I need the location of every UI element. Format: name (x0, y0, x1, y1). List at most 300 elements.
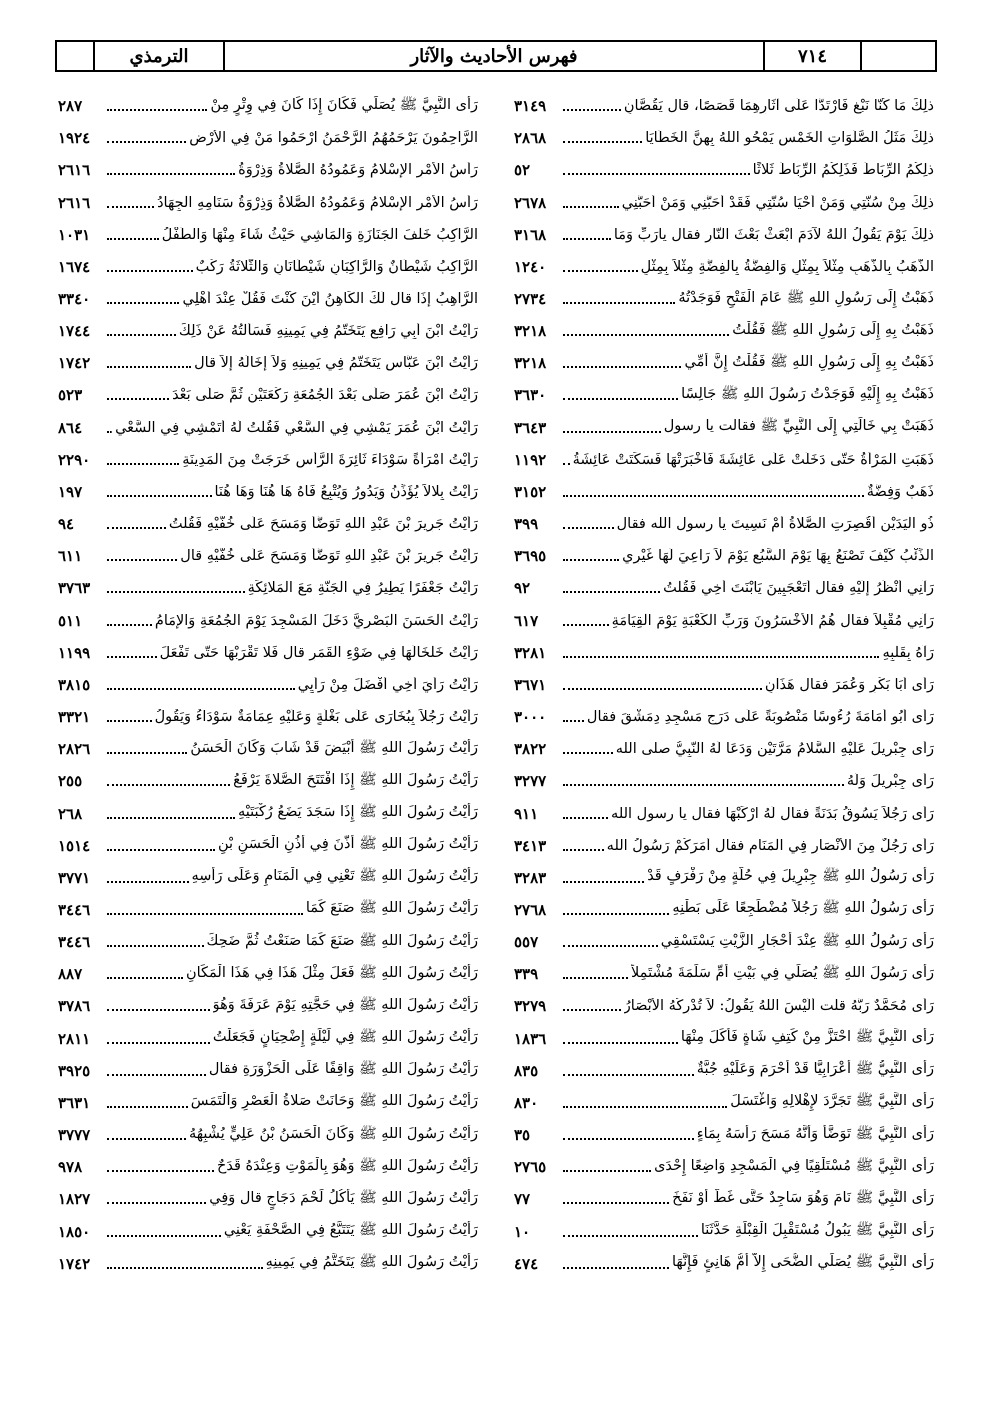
dot-leader (107, 495, 212, 497)
index-entry (58, 251, 478, 283)
hadith-number: ٣٢٨٣ (514, 868, 547, 887)
index-entry (58, 701, 478, 733)
index-entry (58, 1215, 478, 1247)
hadith-number: ١٧٤٤ (58, 322, 91, 341)
index-entry (514, 797, 934, 829)
hadith-text: رَأَيْتُ رَسُولَ اللهِ ﷺ إِذَا سَجَدَ يَضَعُ رُكْبَتَيْهِ (237, 804, 478, 821)
index-entry (514, 219, 934, 251)
index-entry (58, 605, 478, 637)
index-entry (514, 669, 934, 701)
hadith-text: رَأَيْتُ رَسُولَ اللهِ ﷺ يَأْكُلُ لَحْمَ دَجَاجٍ قال وَفِي (209, 1189, 478, 1206)
index-entry (514, 1087, 934, 1119)
index-entry (58, 765, 478, 797)
index-entry (58, 219, 478, 251)
index-entry (58, 572, 478, 604)
hadith-text: الرَّاكِبُ خَلْفَ الْجَنَازَةِ وَالْمَاشِي حَيْثُ شَاءَ مِنْهَا وَالطِّفْلُ (161, 226, 478, 243)
dot-leader (107, 945, 204, 947)
dot-leader (563, 1042, 678, 1044)
hadith-text: رَأَيْتُ رَسُولَ اللهِ ﷺ فِي حَجَّتِهِ يَوْمَ عَرَفَةَ وَهُوَ (212, 996, 478, 1013)
index-entry (514, 476, 934, 508)
hadith-number: ٣٢٧٧ (514, 772, 547, 791)
index-entry (58, 508, 478, 540)
hadith-number: ١٠٣١ (58, 225, 91, 244)
dot-leader (107, 334, 176, 336)
hadith-text: الرَّاحِمُونَ يَرْحَمُهُمُ الرَّحْمَنُ ارْحَمُوا مَنْ فِي الأَرْضِ (189, 130, 478, 147)
hadith-number: ١٧٤٢ (58, 1254, 91, 1273)
hadith-text: رَأَى رَسُولُ اللهِ ﷺ عِنْدَ أَحْجَارِ الزَّيْتِ يَسْتَسْقِي (660, 932, 934, 949)
hadith-text: رَأَيْتُ رَسُولَ اللهِ ﷺ فَعَلَ مِثْلَ هَذَا فِي هَذَا الْمَكَانِ (185, 964, 478, 981)
hadith-text: رَأَيْتُ ابْنَ عُمَرَ يَمْشِي فِي السَّعْيِ فَقُلْتُ لَهُ أَتَمْشِي فِي السَّعْيِ (115, 419, 478, 436)
hadith-number: ٩٢ (514, 579, 531, 598)
dot-leader (563, 141, 642, 143)
dot-leader (563, 173, 750, 175)
hadith-text: رَأَى النَّبِيَّ ﷺ نَامَ وَهُوَ سَاجِدٌ حَتَّى غَطَّ أَوْ نَفَخَ (672, 1189, 934, 1206)
hadith-number: ٣٩٩ (514, 515, 539, 534)
index-entry (514, 637, 934, 669)
hadith-number: ٣٥ (514, 1126, 531, 1145)
hadith-number: ٢٧٦٨ (514, 900, 547, 919)
hadith-text: رَأَى النَّبِيَّ ﷺ تَجَرَّدَ لإِهْلالِهِ وَاغْتَسَلَ (730, 1093, 934, 1110)
dot-leader (563, 945, 658, 947)
hadith-number: ١٠ (514, 1222, 531, 1241)
index-entry (58, 1183, 478, 1215)
hadith-text: رَأَى رَسُولُ اللهِ ﷺ رَجُلاً مُضْطَجِعًا عَلَى بَطْنِهِ (672, 900, 934, 917)
dot-leader (107, 431, 112, 433)
index-entry (514, 862, 934, 894)
index-entry (514, 1183, 934, 1215)
hadith-number: ٩١١ (514, 804, 539, 823)
dot-leader (563, 624, 609, 626)
dot-leader (107, 1170, 214, 1172)
hadith-number: ٨٨٧ (58, 965, 83, 984)
dot-leader (107, 206, 154, 208)
hadith-text: الذِّئْبُ كَيْفَ تَصْنَعُ بِهَا يَوْمَ السَّبُعِ يَوْمَ لاَ رَاعِيَ لَهَا غَيْرِي (622, 548, 934, 565)
hadith-text: رَأَيْتُ رَسُولَ اللهِ ﷺ أَذَّنَ فِي أُذُنِ الْحَسَنِ بْنِ (217, 836, 478, 853)
hadith-text: رَأَيْتُ خَلْخَالَهَا فِي ضَوْءِ الْقَمَرِ قال فَلا تَقْرَبْهَا حَتَّى تَفْعَلَ (159, 644, 478, 661)
dot-leader (107, 720, 152, 722)
header-blank-left (57, 42, 95, 70)
hadith-text: ذَهَبْتُ بِهِ إِلَى رَسُولِ اللهِ ﷺ فَقُلْتُ (732, 321, 934, 338)
hadith-text: رَأَيْتُ رَسُولَ اللهِ ﷺ وَحَانَتْ صَلاةُ الْعَصْرِ وَالْتَمَسَ (190, 1093, 478, 1110)
hadith-text: رَأَيْتُ ابْنَ عُمَرَ صَلَّى بَعْدَ الْجُمُعَةِ رَكْعَتَيْنِ ثُمَّ صَلَّى بَعْدَ (172, 387, 478, 404)
hadith-text: رَأَيْتُ رَسُولَ اللهِ ﷺ وَاقِفًا عَلَى الْحَزْوَرَةِ فقال (208, 1061, 478, 1078)
dot-leader (563, 1235, 698, 1237)
dot-leader (107, 141, 186, 143)
hadith-text: رَأَيْتُ رَسُولَ اللهِ ﷺ يَتَتَبَّعُ فِي الصَّحْفَةِ يَعْنِي (223, 1222, 478, 1239)
dot-leader (107, 559, 177, 561)
index-entry (58, 1119, 478, 1151)
dot-leader (107, 1009, 210, 1011)
dot-leader (107, 881, 189, 883)
dot-leader (107, 784, 230, 786)
index-entry (514, 379, 934, 411)
hadith-number: ٥٢٣ (58, 386, 83, 405)
hadith-text: رَأَى جِبْرِيلَ وَلَهُ (846, 773, 934, 790)
index-entry (514, 444, 934, 476)
hadith-text: رَأَيْتُ رَسُولَ اللهِ ﷺ تَعْنِي فِي الْمَنَامِ وَعَلَى رَأْسِهِ (191, 868, 478, 885)
index-entry (58, 1151, 478, 1183)
hadith-text: رَأَى مُحَمَّدٌ رَبَّهُ قلت أَلَيْسَ اللهُ يَقُولُ: لاَ تُدْرِكُهُ الأَبْصَارُ (623, 998, 934, 1015)
hadith-number: ٩٧٨ (58, 1158, 83, 1177)
dot-leader (563, 559, 619, 561)
dot-leader (107, 270, 193, 272)
hadith-number: ١٢٤٠ (514, 257, 547, 276)
hadith-text: ذَهَبَتْ بِي خَالَتِي إِلَى النَّبِيِّ ﷺ فقالت يا رسول (663, 418, 934, 435)
index-entry (58, 862, 478, 894)
dot-leader (563, 1009, 621, 1011)
dot-leader (107, 817, 235, 819)
dot-leader (107, 302, 179, 304)
hadith-number: ٣٨٢٢ (514, 740, 547, 759)
hadith-text: رَأَى جِبْرِيلَ عَلَيْهِ السَّلامُ مَرَّتَيْنِ وَدَعَا لَهُ النَّبِيُّ صلى الله (615, 741, 934, 758)
dot-leader (563, 334, 729, 336)
hadith-number: ٢٢٩٠ (58, 450, 91, 469)
dot-leader (107, 1042, 210, 1044)
dot-leader (563, 1074, 694, 1076)
right-column (514, 90, 934, 1280)
index-entry (58, 283, 478, 315)
hadith-number: ٣٣٩ (514, 965, 539, 984)
hadith-number: ٣١٤٩ (514, 97, 547, 116)
hadith-number: ٣٦٧١ (514, 675, 547, 694)
hadith-number: ٣١٥٢ (514, 482, 547, 501)
hadith-number: ٨٣٠ (514, 1093, 539, 1112)
index-entry (514, 412, 934, 444)
hadith-number: ٨٣٥ (514, 1061, 539, 1080)
dot-leader (107, 527, 166, 529)
dot-leader (107, 591, 245, 593)
hadith-text: رَأَيْتُ رَأْيَ أَخِي أَفْضَلَ مِنْ رَأْيِي (297, 676, 478, 693)
hadith-text: رَأَيْتُ جَرِيرَ بْنَ عَبْدِ اللهِ تَوَضَّأَ وَمَسَحَ عَلَى خُفَّيْهِ قال (180, 548, 478, 565)
index-entry (514, 347, 934, 379)
dot-leader (107, 463, 179, 465)
index-entry (58, 347, 478, 379)
index-entry (58, 894, 478, 926)
index-entry (58, 444, 478, 476)
dot-leader (107, 977, 183, 979)
hadith-number: ١٨٥٠ (58, 1222, 91, 1241)
index-entry (514, 733, 934, 765)
hadith-text: ذلِكَ مَا كُنَّا نَبْغ فَارْتَدَّا عَلَى آثَارِهِمَا قَصَصًا، قال يَقُصَّانِ (623, 98, 934, 115)
hadith-number: ٢٥٥ (58, 772, 83, 791)
dot-leader (563, 495, 864, 497)
dot-leader (563, 656, 879, 658)
hadith-text: رَأَى رَجُلاً يَسُوقُ بَدَنَةً فقال لَهُ ارْكَبْهَا فقال يا رسول الله (611, 805, 934, 822)
hadith-number: ١١٩٢ (514, 450, 547, 469)
dot-leader (563, 913, 669, 915)
index-entry (514, 605, 934, 637)
hadith-text: ذلِكَ مِنْ سُنَّتِي وَمَنْ أَحْيَا سُنَّتِي فَقَدْ أَحَبَّنِي وَمَنْ أَحَبَّنِي (621, 194, 934, 211)
hadith-number: ٣٧٨٦ (58, 997, 91, 1016)
dot-leader (107, 849, 215, 851)
index-entry (514, 1248, 934, 1280)
hadith-number: ١٩٢٤ (58, 129, 91, 148)
index-entry (514, 508, 934, 540)
hadith-text: رَأَيْتُ رَجُلاً بِبُخَارَى عَلَى بَغْلَةٍ وَعَلَيْهِ عِمَامَةٌ سَوْدَاءُ وَيَقُولُ (154, 709, 478, 726)
hadith-text: الرَّاكِبُ شَيْطَانٌ وَالرَّاكِبَانِ شَيْطَانَانِ وَالثَّلاثَةُ رَكْبٌ (195, 258, 478, 275)
index-entry (58, 733, 478, 765)
index-entry (514, 315, 934, 347)
hadith-text: ذَهَبْتُ بِهِ إِلَى رَسُولِ اللهِ ﷺ فَقُلْتُ إِنَّ أُمِّي (684, 353, 934, 370)
dot-leader (563, 1202, 669, 1204)
dot-leader (563, 463, 570, 465)
hadith-text: الرَّاهِبُ إِذَا قال لَكَ الْكَاهِنُ أَيْنَ كُنْتَ فَقُلْ عِنْدَ أَهْلِي (182, 291, 478, 308)
dot-leader (563, 688, 762, 690)
hadith-text: ذلِكَ يَوْمَ يَقُولُ اللهُ لآدَمَ ابْعَثْ بَعْثَ النَّارِ فقال يارَبِّ وَمَا (613, 226, 934, 243)
hadith-number: ٣٦٩٥ (514, 547, 547, 566)
hadith-number: ٣٢٨١ (514, 643, 547, 662)
hadith-number: ٢٨٧ (58, 97, 83, 116)
dot-leader (563, 1267, 669, 1269)
dot-leader (563, 817, 608, 819)
dot-leader (563, 1106, 727, 1108)
dot-leader (107, 173, 235, 175)
hadith-number: ٣٨١٥ (58, 675, 91, 694)
hadith-number: ٥٢ (514, 161, 531, 180)
hadith-number: ٣٠٠٠ (514, 708, 547, 727)
index-entry (58, 1023, 478, 1055)
header-book-name: الترمذي (95, 42, 225, 70)
hadith-text: رَأَى رَجُلٌ مِنَ الأَنْصَارِ فِي الْمَنَامِ فقال أَمَرَكُمْ رَسُولُ الله (606, 837, 934, 854)
index-entry (58, 637, 478, 669)
index-entry (58, 669, 478, 701)
dot-leader (563, 527, 614, 529)
hadith-number: ٢٨١١ (58, 1029, 91, 1048)
dot-leader (107, 752, 187, 754)
index-entry (58, 154, 478, 186)
hadith-text: رَأَى النَّبِيَّ ﷺ يُصَلِّي فَكَانَ إِذَا كَانَ فِي وِتْرٍ مِنْ (210, 96, 478, 113)
hadith-number: ٦١٧ (514, 611, 539, 630)
hadith-number: ٣٦٣٠ (514, 386, 547, 405)
hadith-number: ٣٤٤٦ (58, 933, 91, 952)
hadith-text: ذلِكَ مَثَلُ الصَّلَوَاتِ الْخَمْسِ يَمْحُو اللهُ بِهِنَّ الْخَطَايَا (645, 130, 934, 147)
hadith-text: ذَهَبْتُ إِلَى رَسُولِ اللهِ ﷺ عَامَ الْفَتْحِ فَوَجَدْتُهُ (678, 289, 934, 306)
hadith-number: ٢٦٨ (58, 804, 83, 823)
dot-leader (107, 1235, 221, 1237)
index-entry (514, 1215, 934, 1247)
hadith-number: ٢٦٧٨ (514, 193, 547, 212)
index-entry (58, 797, 478, 829)
index-entry (58, 379, 478, 411)
hadith-text: رَآنِي مُقْبِلاً فقال هُمُ الأَخْسَرُونَ وَرَبِّ الْكَعْبَةِ يَوْمَ الْقِيَامَةِ (611, 612, 934, 629)
dot-leader (563, 270, 638, 272)
index-entry (58, 540, 478, 572)
hadith-text: رَأَيْتُ رَسُولَ اللهِ ﷺ أَبْيَضَ قَدْ شَابَ وَكَانَ الْحَسَنُ (190, 739, 478, 756)
dot-leader (563, 720, 584, 722)
hadith-number: ٣٩٢٥ (58, 1061, 91, 1080)
hadith-text: ذُو الْيَدَيْنِ أَقُصِرَتِ الصَّلاةُ أَمْ نَسِيتَ يا رسول الله فقال (616, 516, 934, 533)
dot-leader (107, 238, 159, 240)
hadith-text: رَأَيْتُ رَسُولَ اللهِ ﷺ وَهُوَ بِالْمَوْتِ وَعِنْدَهُ قَدَحٌ (217, 1157, 478, 1174)
hadith-text: رَأَيْتُ رَسُولَ اللهِ ﷺ إِذَا افْتَتَحَ الصَّلاةَ يَرْفَعُ (233, 771, 478, 788)
hadith-number: ٦١١ (58, 547, 83, 566)
dot-leader (107, 1267, 263, 1269)
dot-leader (563, 784, 844, 786)
hadith-text: رَأَيْتُ جَعْفَرًا يَطِيرُ فِي الْجَنَّةِ مَعَ الْمَلائِكَةِ (247, 580, 478, 597)
index-entry (514, 122, 934, 154)
index-entry (514, 1151, 934, 1183)
hadith-number: ١٨٣٦ (514, 1029, 547, 1048)
hadith-text: رَأَيْتُ امْرَأَةً سَوْدَاءَ ثَائِرَةَ الرَّأْسِ خَرَجَتْ مِنَ الْمَدِينَةِ (182, 451, 478, 468)
hadith-text: رَأْسُ الأَمْرِ الإِسْلامُ وَعَمُودُهُ الصَّلاةُ وَذِرْوَةُ (238, 162, 478, 179)
hadith-text: رَأَى النَّبِيَّ ﷺ يُصَلِّي الضُّحَى إِلاَّ أُمُّ هَانِئٍ فَإِنَّهَا (672, 1254, 934, 1271)
index-entry (514, 958, 934, 990)
hadith-text: رَآنِي أَنْظُرُ إِلَيْهِ فقال أَتَعْجَبِينَ يَابْنَتَ أَخِي فَقُلْتُ (663, 580, 934, 597)
hadith-number: ١٥١٤ (58, 836, 91, 855)
hadith-text: ذَهَبٌ وَفِضَّةٌ (866, 483, 934, 500)
index-entry (58, 315, 478, 347)
hadith-number: ٢٨٢٦ (58, 740, 91, 759)
hadith-text: ذَهَبَتِ الْمَرْأَةُ حَتَّى دَخَلَتْ عَلَى عَائِشَةَ فَأَخْبَرَتْهَا فَسَكَتَتْ عَائِشَةُ (572, 451, 934, 468)
dot-leader (107, 1138, 186, 1140)
dot-leader (563, 302, 675, 304)
hadith-number: ٣٧٦٣ (58, 579, 91, 598)
dot-leader (563, 238, 611, 240)
index-entry (514, 926, 934, 958)
index-entry (58, 122, 478, 154)
hadith-text: رَأَى رَسُولَ اللهِ ﷺ يُصَلِّي فِي بَيْتِ أُمِّ سَلَمَةَ مُشْتَمِلاً (631, 964, 934, 981)
index-entry (58, 830, 478, 862)
hadith-number: ٣٦٣١ (58, 1093, 91, 1112)
hadith-number: ٢٨٦٨ (514, 129, 547, 148)
hadith-text: رَأَيْتُ ابْنَ أَبِي رَافِعٍ يَتَخَتَّمُ فِي يَمِينِهِ فَسَأَلْتُهُ عَنْ ذَلِكَ (178, 323, 478, 340)
hadith-text: رَآهُ بِقَلْبِهِ (882, 644, 934, 661)
hadith-number: ٣٣٢١ (58, 708, 91, 727)
hadith-text: رَأَى النَّبِيُّ ﷺ أَعْرَابِيًّا قَدْ أَحْرَمَ وَعَلَيْهِ جُبَّةٌ (696, 1061, 934, 1078)
index-entry (514, 540, 934, 572)
dot-leader (563, 977, 628, 979)
hadith-text: رَأَى أَبُو أُمَامَةَ رُءُوسًا مَنْصُوبَةً عَلَى دَرَجِ مَسْجِدِ دِمَشْقَ فقال (586, 709, 934, 726)
index-entry (58, 926, 478, 958)
hadith-number: ٥٥٧ (514, 933, 539, 952)
hadith-text: رَأَيْتُ رَسُولَ اللهِ ﷺ فِي لَيْلَةٍ إِضْحِيَانٍ فَجَعَلْتُ (212, 1029, 478, 1046)
index-entry (514, 154, 934, 186)
index-columns (58, 90, 934, 1280)
dot-leader (563, 752, 613, 754)
hadith-text: رَأَيْتُ رَسُولَ اللهِ ﷺ يَتَخَتَّمُ فِي يَمِينِهِ (265, 1254, 478, 1271)
hadith-text: رَأَى أَبَا بَكْرٍ وَعُمَرَ فقال هَذَانِ (764, 676, 934, 693)
left-column (58, 90, 478, 1280)
hadith-number: ١٨٢٧ (58, 1190, 91, 1209)
hadith-number: ١٦٧٤ (58, 257, 91, 276)
dot-leader (563, 206, 619, 208)
index-entry (58, 1248, 478, 1280)
dot-leader (107, 398, 169, 400)
dot-leader (107, 624, 152, 626)
dot-leader (107, 366, 191, 368)
hadith-number: ٣١٦٨ (514, 225, 547, 244)
dot-leader (563, 849, 604, 851)
header-blank-right (862, 42, 935, 70)
index-entry (514, 990, 934, 1022)
hadith-number: ٧٧ (514, 1190, 531, 1209)
hadith-number: ٣٢١٨ (514, 322, 547, 341)
hadith-text: رَأَى النَّبِيَّ ﷺ تَوَضَّأَ وَأَنَّهُ مَسَحَ رَأْسَهُ بِمَاءٍ (696, 1125, 934, 1142)
hadith-text: رَأَى النَّبِيَّ ﷺ يَبُولُ مُسْتَقْبِلَ الْقِبْلَةِ حَدَّثَنَا (700, 1222, 934, 1239)
index-entry (514, 283, 934, 315)
dot-leader (107, 656, 157, 658)
index-entry (58, 1087, 478, 1119)
index-entry (514, 186, 934, 218)
hadith-text: رَأَى النَّبِيَّ ﷺ مُسْتَلْقِيًا فِي الْمَسْجِدِ وَاضِعًا إِحْدَى (654, 1157, 934, 1174)
header-title: فهرس الأحاديث والآثار (225, 42, 765, 70)
hadith-number: ٢٦١٦ (58, 161, 91, 180)
hadith-number: ٢٧٦٥ (514, 1158, 547, 1177)
hadith-number: ٣٢١٨ (514, 354, 547, 373)
index-entry (58, 958, 478, 990)
hadith-number: ١٩٧ (58, 482, 83, 501)
dot-leader (107, 688, 295, 690)
index-entry (58, 1055, 478, 1087)
hadith-text: رَأَيْتُ جَرِيرَ بْنَ عَبْدِ اللهِ تَوَضَّأَ وَمَسَحَ عَلَى خُفَّيْهِ فَقُلْتُ (168, 516, 478, 533)
index-entry (514, 572, 934, 604)
hadith-number: ١٧٤٢ (58, 354, 91, 373)
index-entry (514, 830, 934, 862)
index-entry (514, 1119, 934, 1151)
index-entry (58, 186, 478, 218)
dot-leader (107, 1202, 206, 1204)
hadith-text: رَأَيْتُ الْحَسَنَ الْبَصْرِيَّ دَخَلَ الْمَسْجِدَ يَوْمَ الْجُمُعَةِ وَالإِمَامُ (154, 612, 478, 629)
dot-leader (563, 591, 660, 593)
dot-leader (563, 109, 621, 111)
hadith-number: ٣٤١٣ (514, 836, 547, 855)
index-entry (514, 1023, 934, 1055)
hadith-text: رَأَيْتُ رَسُولَ اللهِ ﷺ صَنَعَ كَمَا صَنَعْتُ ثُمَّ ضَحِكَ (206, 932, 478, 949)
hadith-text: رَأَى رَسُولُ اللهِ ﷺ جِبْرِيلَ فِي حُلَّةٍ مِنْ رَفْرَفٍ قَدْ (647, 868, 934, 885)
hadith-text: رَأَيْتُ رَسُولَ اللهِ ﷺ وَكَانَ الْحَسَنُ بْنُ عَلِيٍّ يُشْبِهُهُ (188, 1125, 478, 1142)
index-entry (514, 1055, 934, 1087)
hadith-text: رَأْسُ الأَمْرِ الإِسْلامُ وَعَمُودُهُ الصَّلاةُ وَذِرْوَةُ سَنَامِهِ الْجِهَادُ (157, 194, 478, 211)
hadith-number: ٩٤ (58, 515, 75, 534)
page-header (55, 40, 937, 72)
index-entry (58, 990, 478, 1022)
hadith-number: ١١٩٩ (58, 643, 91, 662)
header-page-number: ٧١٤ (765, 42, 862, 70)
hadith-number: ٣٢٧٩ (514, 997, 547, 1016)
dot-leader (107, 109, 207, 111)
hadith-text: ذَهَبْتُ بِهِ إِلَيْهِ فَوَجَدْتُ رَسُولَ اللهِ ﷺ جَالِسًا (681, 385, 934, 402)
hadith-text: رَأَيْتُ رَسُولَ اللهِ ﷺ صَنَعَ كَمَا (305, 900, 478, 917)
dot-leader (563, 366, 681, 368)
hadith-number: ٨٦٤ (58, 418, 83, 437)
hadith-number: ٣٤٤٦ (58, 900, 91, 919)
hadith-number: ٣٧٧١ (58, 868, 91, 887)
hadith-text: الذَّهَبُ بِالذَّهَبِ مِثْلاً بِمِثْلٍ وَالْفِضَّةُ بِالْفِضَّةِ مِثْلاً بِمِثْلٍ (640, 258, 934, 275)
dot-leader (563, 431, 661, 433)
hadith-number: ٣٦٤٣ (514, 418, 547, 437)
index-entry (58, 412, 478, 444)
hadith-text: رَأَيْتُ بِلالاً يُؤَذِّنُ وَيَدُورُ وَيُتْبِعُ فَاهُ هَا هُنَا وَهَا هُنَا (214, 483, 478, 500)
index-entry (514, 894, 934, 926)
hadith-number: ٢٧٣٤ (514, 290, 547, 309)
hadith-number: ٢٦١٦ (58, 193, 91, 212)
hadith-text: رَأَيْتُ ابْنَ عَبَّاسٍ يَتَخَتَّمُ فِي يَمِينِهِ وَلاَ إِخَالُهُ إِلاَّ قال (194, 355, 478, 372)
hadith-text: ذلِكُمُ الرِّبَاطُ فَذَلِكُمُ الرِّبَاطُ ثَلاثًا (752, 162, 934, 179)
dot-leader (563, 1170, 651, 1172)
hadith-text: رَأَى النَّبِيَّ ﷺ احْتَزَّ مِنْ كَتِفِ شَاةٍ فَأَكَلَ مِنْهَا (680, 1029, 934, 1046)
dot-leader (107, 1106, 188, 1108)
dot-leader (563, 398, 678, 400)
index-entry (514, 251, 934, 283)
index-entry (514, 701, 934, 733)
hadith-number: ٤٧٤ (514, 1254, 539, 1273)
dot-leader (563, 881, 644, 883)
index-entry (58, 476, 478, 508)
hadith-number: ٣٧٧٧ (58, 1126, 91, 1145)
index-entry (58, 90, 478, 122)
dot-leader (107, 1074, 206, 1076)
index-entry (514, 90, 934, 122)
